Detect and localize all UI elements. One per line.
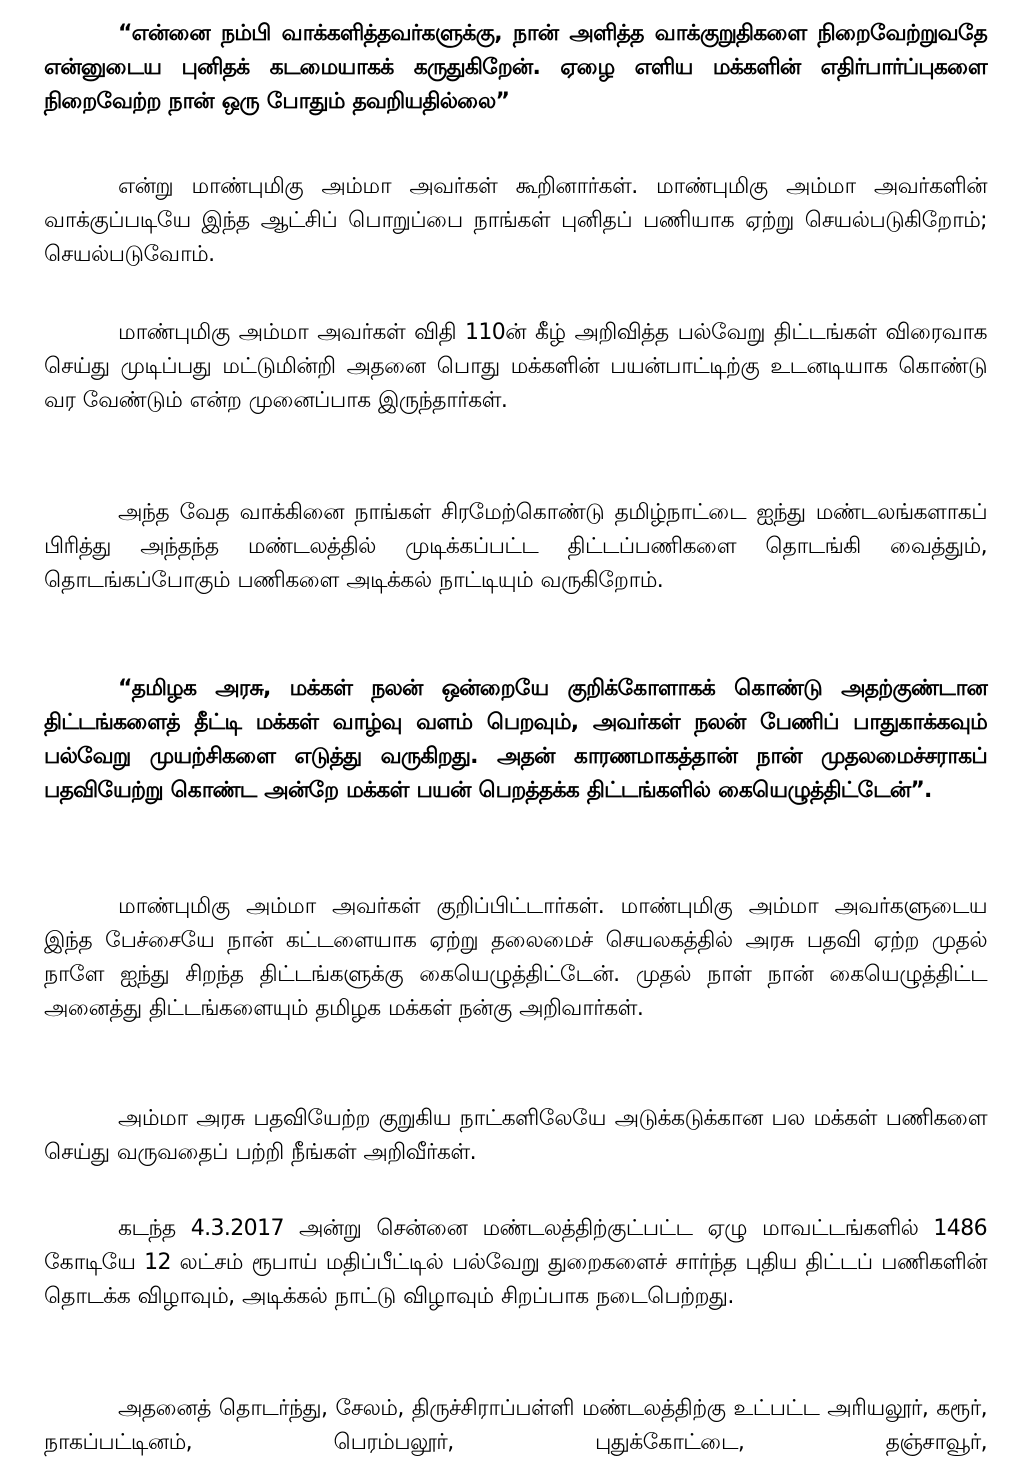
continued-paragraph: அதனைத் தொடர்ந்து, சேலம், திருச்சிராப்பள்ளி மண்டலத்திற்கு உட்பட்ட அரியலூர், கரூர், நாகப்பட்டினம், பெரம்பலூர், புதுக்கோட்டை, தஞ்சாவூர், xyxy=(44,1396,987,1455)
body-paragraph: என்று மாண்புமிகு அம்மா அவர்கள் கூறினார்கள். மாண்புமிகு அம்மா அவர்களின் வாக்குப்படியே இந்த ஆட்சிப் பொறுப்பை நாங்கள் புனிதப் பணியாக ஏற்று செயல்படுகிறோம்; செயல்படுவோம். xyxy=(44,174,987,267)
opening-quote-paragraph: “என்னை நம்பி வாக்களித்தவர்களுக்கு, நான் அளித்த வாக்குறுதிகளை நிறைவேற்றுவதே என்னுடைய புனிதக் கடமையாகக் கருதுகிறேன். ஏழை எளிய மக்களின் எதிர்பார்ப்புகளை நிறைவேற்ற நான் ஒரு போதும் தவறியதில்லை” xyxy=(44,21,987,114)
body-paragraph: அம்மா அரசு பதவியேற்ற குறுகிய நாட்களிலேயே அடுக்கடுக்கான பல மக்கள் பணிகளை செய்து வருவதைப் பற்றி நீங்கள் அறிவீர்கள். xyxy=(44,1106,987,1165)
second-quote-paragraph: “தமிழக அரசு, மக்கள் நலன் ஒன்றையே குறிக்கோளாகக் கொண்டு அதற்குண்டான திட்டங்களைத் தீட்டி மக்கள் வாழ்வு வளம் பெறவும், அவர்கள் நலன் பேணிப் பாதுகாக்கவும் பல்வேறு முயற்சிகளை எடுத்து வருகிறது. அதன் காரணமாகத்தான் நான் முதலமைச்சராகப் பதவியேற்று கொண்ட அன்றே மக்கள் பயன் பெறத்தக்க திட்டங்களில் கையெழுத்திட்டேன்”. xyxy=(44,676,987,803)
body-paragraph: கடந்த 4.3.2017 அன்று சென்னை மண்டலத்திற்குட்பட்ட ஏழு மாவட்டங்களில் 1486 கோடியே 12 லட்சம் ரூபாய் மதிப்பீட்டில் பல்வேறு துறைகளைச் சார்ந்த புதிய திட்டப் பணிகளின் தொடக்க விழாவும், அடிக்கல் நாட்டு விழாவும் சிறப்பாக நடைபெற்றது. xyxy=(44,1216,987,1309)
body-paragraph: அந்த வேத வாக்கினை நாங்கள் சிரமேற்கொண்டு தமிழ்நாட்டை ஐந்து மண்டலங்களாகப் பிரித்து அந்தந்த மண்டலத்தில் முடிக்கப்பட்ட திட்டப்பணிகளை தொடங்கி வைத்தும், தொடங்கப்போகும் பணிகளை அடிக்கல் நாட்டியும் வருகிறோம். xyxy=(44,500,987,593)
body-paragraph: மாண்புமிகு அம்மா அவர்கள் குறிப்பிட்டார்கள். மாண்புமிகு அம்மா அவர்களுடைய இந்த பேச்சையே நான் கட்டளையாக ஏற்று தலைமைச் செயலகத்தில் அரசு பதவி ஏற்ற முதல் நாளே ஐந்து சிறந்த திட்டங்களுக்கு கையெழுத்திட்டேன். முதல் நாள் நான் கையெழுத்திட்ட அனைத்து திட்டங்களையும் தமிழக மக்கள் நன்கு அறிவார்கள். xyxy=(44,894,987,1021)
body-paragraph: மாண்புமிகு அம்மா அவர்கள் விதி 110ன் கீழ் அறிவித்த பல்வேறு திட்டங்கள் விரைவாக செய்து முடிப்பது மட்டுமின்றி அதனை பொது மக்களின் பயன்பாட்டிற்கு உடனடியாக கொண்டு வர வேண்டும் என்ற முனைப்பாக இருந்தார்கள். xyxy=(44,320,987,413)
